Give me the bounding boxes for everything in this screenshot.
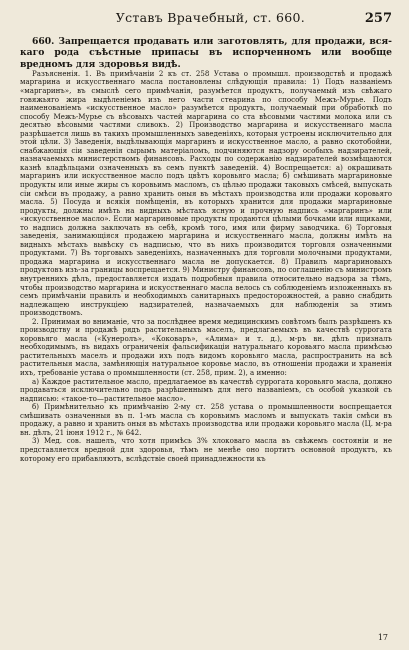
article-text: 660. Запрещается продавать или заготовлять, для продажи, вся-каго рода съѣстные припасы въ испорченномъ или вообще вредномъ для здоровья видѣ. [20,36,392,70]
commentary-paragraph-3: а) Каждое растительное масло, предлагаемое въ качествѣ суррогата коровьяго масла, должно продаваться исключительно подъ разрѣшеннымъ для него названіемъ, съ особой указкой съ надписью: «такое-то—растительное масло». [20,376,392,403]
commentary-paragraph-4: б) Примѣнительно къ примѣчанію 2-му ст. 258 устава о промышленности воспрещается смѣшивать означенныя въ п. 1-мъ масла съ коровьимъ масломъ и выпускать такія смѣси въ продажу, а равно и хранить оныя въ мѣстахъ производства или продажи коровьяго масла (Ц. м-ра вн. дѣлъ, 21 іюня 1912 г., № 642. [20,402,392,437]
running-title: Уставъ Врачебный, ст. 660. [115,10,306,25]
commentary-paragraph-5: 3) Мед. сов. нашелъ, что хотя примѣсь 3% хлоковаго масла въ свѣжемъ состояніи и не представляется вредной для здоровья, тѣмъ не менѣе оно портитъ основной продуктъ, къ которому его прибавляютъ, вслѣдствіе своей принадлежности къ [20,436,392,463]
signature-mark: 17 [377,633,388,642]
commentary-paragraph-2: 2. Принимая во вниманіе, что за послѣднее время медицинскимъ совѣтомъ былъ разрѣшенъ къ производству и продажѣ рядъ растительныхъ маселъ, предлагаемыхъ въ качествѣ суррогата коровьяго масла («Кунеролъ», «Коковаръ», «Алима» и т. д.), м-ръ вн. дѣлъ призналъ необходимымъ, въ видахъ ограниченія фальсификаціи натуральнаго коровьяго масла примѣсью растительныхъ маселъ и продажи ихъ подъ видомъ коровьяго масла, распространить на всѣ растительныя масла, замѣняющія натуральное коровье масло, въ отношеніи продажи и храненія ихъ, требованіе устава о промышленности (ст. 258, прим. 2), а именно: [20,316,392,378]
commentary-block [20,70,392,463]
page-number: 257 [364,11,392,26]
commentary-paragraph-1: Разъясненія. 1. Въ примѣчаніи 2 къ ст. 258 Устава о промышл. производствѣ и продажѣ маргарина и искусственнаго масла постановлены слѣдующія правила: 1) Подъ названіемъ «маргаринъ», въ смыслѣ сего примѣчанія, разумѣется продуктъ, получаемый изъ свѣжаго говяжьяго жира выдѣленіемъ изъ него части стеарина по способу Межъ-Мурье. Подъ наименованіемъ «искусственное масло» разумѣется продуктъ, получаемый при обработкѣ по способу Межъ-Мурье съ вѣсовыхъ частей маргарина со ста вѣсовыми частями молока или съ десятью вѣсовыми частями сливокъ. 2) Производство маргарина и искусственнаго масла разрѣшается лишь въ такихъ промышленныхъ заведеніяхъ, которыя устроены исключительно для этой цѣли. 3) Заведенія, выдѣлывающія маргаринъ и искусственное масло, а равно скотобойни, снабжающія сіи заведенія сырымъ матеріаломъ, подчиняются надзору особыхъ надзирателей, назначаемыхъ министерствомъ финансовъ. Расходы по содержанію надзирателей возмѣщаются казнѣ владѣльцами означенныхъ въ семъ пунктѣ заведеній. 4) Воспрещается: а) окрашивать маргаринъ или искусственное масло подъ цвѣтъ коровьяго масла; б) смѣшивать маргариновые продукты или иные жиры съ коровьимъ масломъ, съ цѣлью продажи таковыхъ смѣсей, выпускать сіи смѣси въ продажу, а равно хранить оныя въ мѣстахъ производства или продажи коровьяго масла. 5) Посуда и всякія помѣщенія, въ которыхъ хранится для продажи маргариновые продукты, должны имѣть на видныхъ мѣстахъ ясную и прочную надпись «маргаринъ» или «искусственное масло». Если маргариновые продукты продаются цѣлыми бочками или ящиками, то надпись должна заключать въ себѣ, кромѣ того, имя или фирму заводчика. 6) Торговыя заведенія, занимающіяся продажею маргарина и искусственнаго масла, должны имѣть на видныхъ мѣстахъ вывѣску съ надписью, что въ нихъ производится торговля означенными продуктами. 7) Въ торговыхъ заведеніяхъ, назначенныхъ для торговли молочными продуктами, продажа маргарина и искусственнаго масла не допускается. 8) Правилъ маргариновыхъ продуктовъ изъ-за границы воспрещается. 9) Министру финансовъ, по соглашенію съ министромъ внутреннихъ дѣлъ, предоставляется издать подробныя правила относительно надзора за тѣмъ, чтобы производство маргарина и искусственнаго масла велось съ соблюденіемъ изложенныхъ въ семъ примѣчаніи правилъ и необходимыхъ санитарныхъ предосторожностей, а равно снабдить надлежащею инструкціею надзирателей, назначаемыхъ для наблюденія за этимъ производствомъ. [20,68,392,318]
page-header [20,10,392,32]
